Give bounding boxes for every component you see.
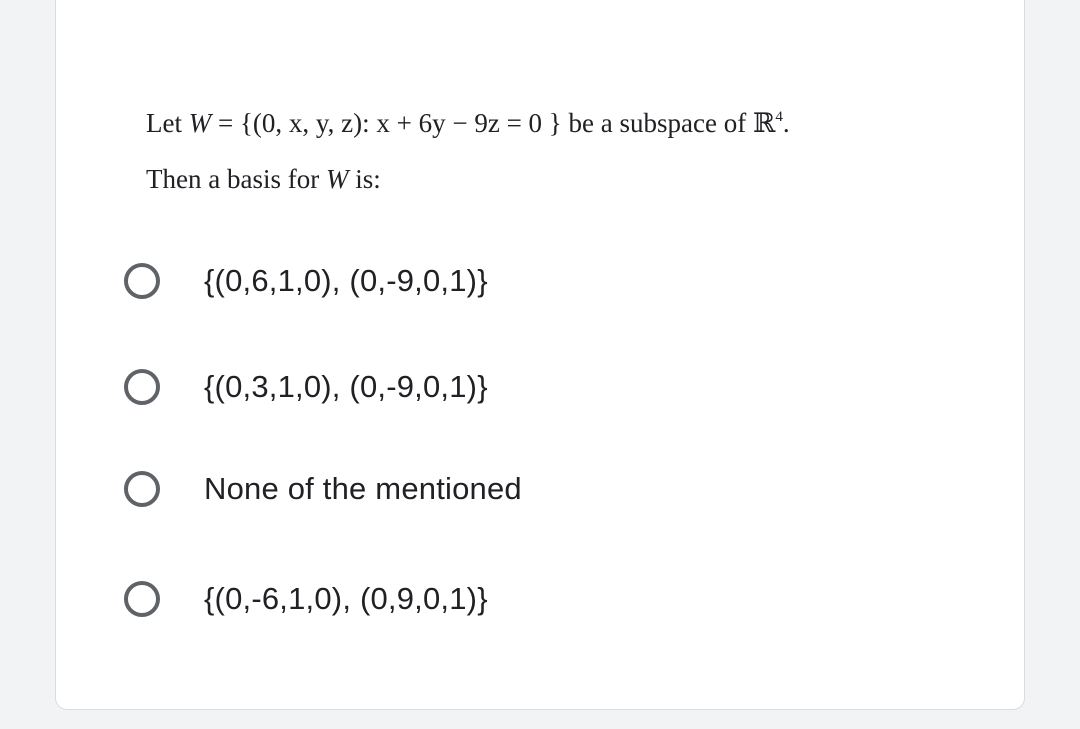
option-3[interactable] [124,467,522,511]
option-1[interactable] [124,259,488,303]
question-line-2-suffix: is: [348,164,381,194]
option-4[interactable] [124,577,488,621]
question-line-1-equation: = {(0, x, y, z): x + 6y − 9z = 0 } be a subspace of ℝ [211,108,776,138]
question-line-1-prefix: Let [146,108,189,138]
question-line-1 [146,110,790,137]
option-1-label: {(0,6,1,0), (0,-9,0,1)} [204,263,488,298]
radio-button-icon[interactable] [124,263,160,299]
question-line-1-variable: W [188,108,212,138]
option-4-label: {(0,-6,1,0), (0,9,0,1)} [204,581,488,616]
question-line-2-prefix: Then a basis for [146,164,326,194]
option-2-label: {(0,3,1,0), (0,-9,0,1)} [204,369,488,404]
question-line-1-end: . [782,108,790,138]
question-line-1-exponent: 4 [775,108,783,125]
option-3-label: None of the mentioned [204,471,522,506]
question-line-2 [146,166,381,193]
question-line-2-variable: W [325,164,349,194]
radio-button-icon[interactable] [124,581,160,617]
option-2[interactable] [124,365,488,409]
radio-button-icon[interactable] [124,471,160,507]
radio-button-icon[interactable] [124,369,160,405]
